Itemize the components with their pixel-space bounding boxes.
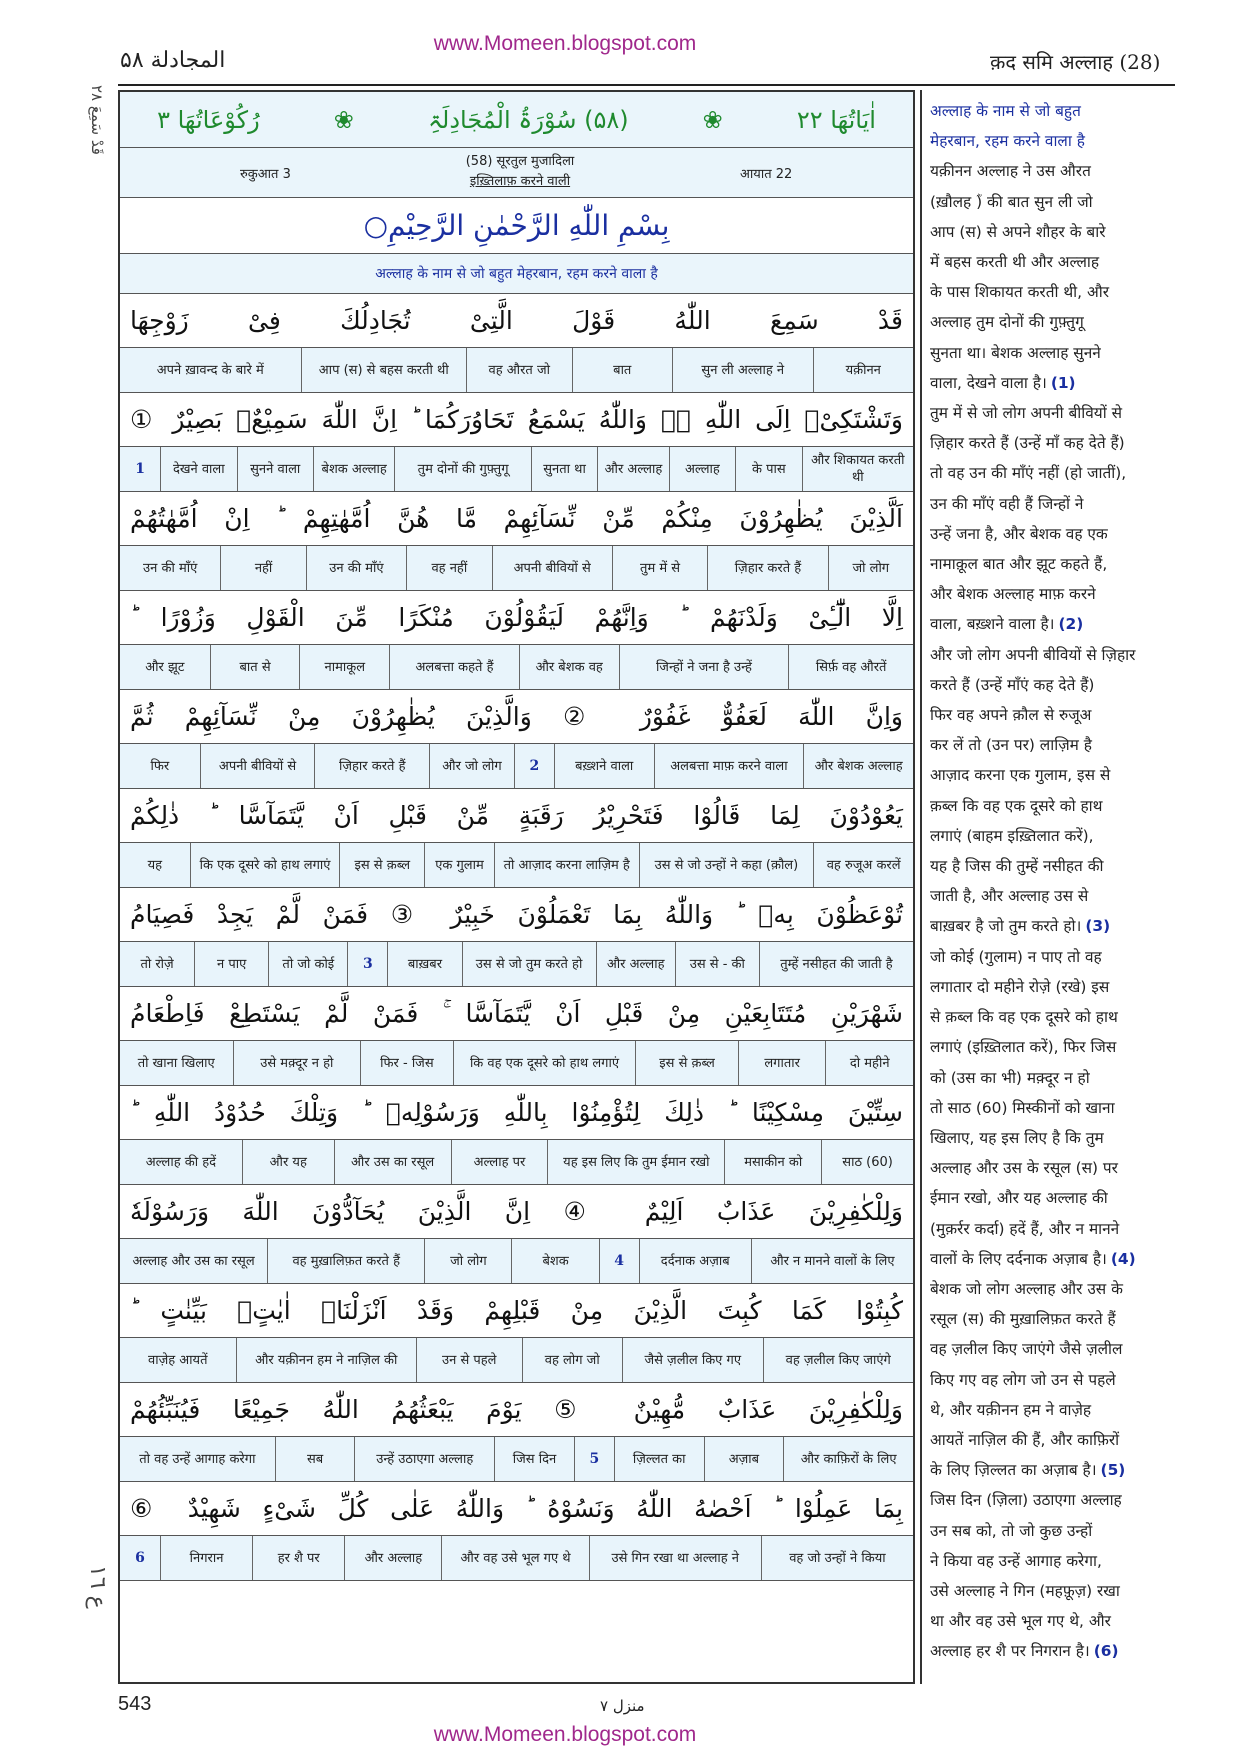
star-ornament: ❀ (702, 105, 723, 134)
arabic-verse-line: قَدْ سَمِعَ اللّٰهُ قَوْلَ الَّتِیْ تُجَادِلُكَ فِیْ زَوْجِهَا (120, 294, 913, 348)
translation-text: ज़िहार करते हैं (उन्हें माँ कह देते हैं) (930, 434, 1125, 453)
word-translation-cell: उन की माँएं (306, 546, 406, 590)
ayat-hindi: आयात 22 (740, 167, 793, 182)
translation-line (930, 1063, 1169, 1093)
translation-line (930, 579, 1169, 609)
translation-text: और जो लोग अपनी बीवियों से ज़िहार (930, 645, 1136, 664)
translation-text: कर लें तो (उन पर) लाज़िम है (930, 736, 1092, 755)
arabic-verse-line: بِمَا عَمِلُوْا ؕ اَحْصٰهُ اللّٰهُ وَنَسُوْهُ ؕ وَاللّٰهُ عَلٰى كُلِّ شَیْءٍ شَهِيْدٌ ⑥ (120, 1482, 913, 1536)
translation-text: आज़ाद करना एक गुलाम, इस से (930, 766, 1111, 785)
translation-line (930, 1395, 1169, 1425)
translation-line (930, 1123, 1169, 1153)
word-translation-cell: वह जो उन्हों ने किया (761, 1536, 913, 1580)
translation-line (930, 1455, 1169, 1485)
word-translation-cell: एक गुलाम (424, 843, 494, 887)
word-translation-cell: और शिकायत करती थी (802, 447, 913, 491)
surah-name-hindi (420, 152, 620, 192)
word-translation-cell: के पास (735, 447, 801, 491)
word-translation-cell: न पाए (194, 942, 268, 986)
star-ornament: ❀ (333, 105, 354, 134)
word-translation-cell: ज़िहार करते हैं (314, 744, 429, 788)
translation-text: रसूल (स) की मुख़ालिफ़त करते हैं (930, 1310, 1116, 1329)
translation-line (930, 1365, 1169, 1395)
translation-text: लगाएं (बाहम इख़्तिलात करें), (930, 826, 1094, 845)
word-translation-cell: तो आज़ाद करना लाज़िम है (494, 843, 639, 887)
word-translation-cell: ज़िहार करते हैं (707, 546, 827, 590)
word-translation-row (120, 1338, 913, 1383)
word-translation-cell: कि एक दूसरे को हाथ लगाएं (190, 843, 340, 887)
word-translation-cell: अल्लाह की हदें (145, 1154, 217, 1170)
surah-name-arabic: (۵۸) سُوْرَۃُ الْمُجَادِلَۃِ (427, 105, 629, 134)
word-translation-row (120, 546, 913, 591)
word-translation-cell: जो लोग (424, 1239, 511, 1283)
word-translation-cell: उस से जो उन्हों ने कहा (क़ौल) (639, 843, 814, 887)
word-translation-cell: वह ज़लील किए जाएंगे (763, 1338, 914, 1382)
margin-juz-label: قَدْ سَمِعَ ۲۸ (88, 85, 106, 155)
arabic-verse-line: وَلِلْكٰفِرِيْنَ عَذَابٌ اَلِيْمٌ ④ اِنَّ الَّذِيْنَ يُحَآدُّوْنَ اللّٰهَ وَرَسُوْلَهٗ (120, 1185, 913, 1239)
translation-line (930, 1214, 1169, 1244)
translation-text: और बेशक अल्लाह माफ़ करने (930, 585, 1096, 604)
translation-text: थे, और यक़ीनन हम ने वाज़ेह (930, 1400, 1092, 1419)
ruku-hindi: रुकुआत 3 (240, 167, 291, 182)
translation-line (930, 730, 1169, 760)
word-translation-cell: अज़ाब (704, 1437, 784, 1481)
word-translation-cell: और उस का रसूल (334, 1140, 451, 1184)
word-translation-cell: उसे मक़्दूर न हो (233, 1041, 361, 1085)
verse-number: (2) (1058, 615, 1084, 634)
translation-text: उसे अल्लाह ने गिन (महफ़ूज़) रखा (930, 1581, 1120, 1600)
translation-text: खिलाए, यह इस लिए है कि तुम (930, 1128, 1104, 1147)
word-translation-cell: अलबत्ता माफ़ करने वाला (654, 744, 804, 788)
translation-line (930, 881, 1169, 911)
translation-text: वालों के लिए दर्दनाक अज़ाब है। (930, 1249, 1107, 1268)
word-translation-row (120, 1140, 913, 1185)
word-translation-cell: लगातार (738, 1041, 826, 1085)
word-translation-row (120, 942, 913, 987)
verse-number: (5) (1100, 1461, 1126, 1480)
translation-text: वाला, बख़्शने वाला है। (930, 615, 1055, 634)
surah-name-line2: इख़्तिलाफ़ करने वाली (469, 174, 571, 189)
word-translation-row (120, 1437, 913, 1482)
translation-line (930, 217, 1169, 247)
word-translation-cell: यह (147, 857, 163, 873)
word-translation-cell: अपनी बीवियों से (200, 744, 315, 788)
word-translation-cell: और बेशक वह (519, 645, 619, 689)
translation-line (930, 519, 1169, 549)
surah-subtitle-bar (120, 148, 913, 198)
translation-text: वह ज़लील किए जाएंगे जैसे ज़लील (930, 1340, 1123, 1359)
translation-line (930, 1304, 1169, 1334)
translation-text: को (उस का भी) मक़्दूर न हो (930, 1068, 1090, 1087)
word-translation-row (120, 1239, 913, 1284)
verse-number: (6) (1093, 1642, 1119, 1661)
translation-text: अल्लाह के नाम से जो बहुत (930, 102, 1081, 120)
arabic-verse-line: وَلِلْكٰفِرِيْنَ عَذَابٌ مُّهِيْنٌ ⑤ يَوْمَ يَبْعَثُهُمُ اللّٰهُ جَمِيْعًا فَيُنَبِّئُهُمْ (120, 1383, 913, 1437)
translation-line (930, 942, 1169, 972)
translation-line (930, 368, 1169, 398)
translation-line (930, 398, 1169, 428)
translation-text: यक़ीनन अल्लाह ने उस औरत (930, 162, 1091, 181)
word-translation-cell: सिर्फ़ वह औरतें (788, 645, 913, 689)
translation-line (930, 1244, 1169, 1274)
ayat-count: اٰیَاتُھَا ۲۲ (796, 105, 876, 134)
word-translation-row (120, 447, 913, 492)
verse-number-cell: 3 (347, 942, 387, 986)
arabic-verse-line: كُبِتُوْا كَمَا كُبِتَ الَّذِيْنَ مِنْ قَبْلِهِمْ وَقَدْ اَنْزَلْنَاۤ اٰيٰتٍۭ بَيِّنٰتٍ ؕ (120, 1284, 913, 1338)
word-translation-cell: फिर (150, 758, 170, 774)
translation-text: था और वह उसे भूल गए थे, और (930, 1612, 1111, 1631)
arabic-verse-line: وَاِنَّ اللّٰهَ لَعَفُوٌّ غَفُوْرٌ ② وَالَّذِيْنَ يُظٰهِرُوْنَ مِنْ نِّسَآئِهِمْ ثُمَّ (120, 690, 913, 744)
translation-line (930, 1093, 1169, 1123)
word-translation-cell: और न मानने वालों के लिए (751, 1239, 913, 1283)
translation-line (930, 489, 1169, 519)
word-translation-cell: वह नहीं (406, 546, 491, 590)
word-translation-cell: मसाकीन को (724, 1140, 821, 1184)
word-translation-cell: उस से जो तुम करते हो (462, 942, 596, 986)
translation-line (930, 96, 1169, 126)
translation-text: करते हैं (उन्हें माँएं कह देते हैं) (930, 675, 1095, 694)
translation-text: सुनता था। बेशक अल्लाह सुनने (930, 343, 1101, 362)
word-translation-cell: अपनी बीवियों से (492, 546, 612, 590)
translation-text: ने किया वह उन्हें आगाह करेगा, (930, 1551, 1102, 1570)
word-translation-cell: सब (275, 1437, 355, 1481)
translation-line (930, 247, 1169, 277)
translation-text: तुम में से जो लोग अपनी बीवियों से (930, 404, 1122, 423)
translation-line (930, 1576, 1169, 1606)
translation-text: नामाक़ूल बात और झूट कहते हैं, (930, 555, 1108, 574)
word-translation-row (120, 348, 913, 393)
translation-line (930, 1606, 1169, 1636)
translation-line (930, 1485, 1169, 1515)
translation-line (930, 307, 1169, 337)
word-translation-cell: और यक़ीनन हम ने नाज़िल की (236, 1338, 417, 1382)
translation-line (930, 428, 1169, 458)
word-translation-cell: नामाकूल (299, 645, 389, 689)
translation-line (930, 1516, 1169, 1546)
translation-line (930, 821, 1169, 851)
page-number: 543 (118, 1693, 152, 1715)
word-translation-cell: उन से पहले (416, 1338, 522, 1382)
translation-line (930, 277, 1169, 307)
translation-text: आप (स) से अपने शौहर के बारे (930, 222, 1106, 241)
site-url-bottom[interactable]: www.Momeen.blogspot.com (433, 1723, 697, 1746)
word-translation-cell: जिस दिन (494, 1437, 574, 1481)
translation-text: मेहरबान, रहम करने वाला है (930, 132, 1085, 151)
word-translation-cell: और काफ़िरों के लिए (783, 1437, 913, 1481)
word-translation-row (120, 1536, 913, 1581)
word-translation-cell: बेशक अल्लाह (313, 447, 394, 491)
arabic-verse-line: سِتِّيْنَ مِسْكِيْنًا ؕ ذٰلِكَ لِتُؤْمِنُوْا بِاللّٰهِ وَرَسُوْلِهٖ ؕ وَتِلْكَ حُدُوْدُ اللّٰهِ ؕ (120, 1086, 913, 1140)
translation-line (930, 458, 1169, 488)
header-surah-arabic: المجادلة ۵۸ (120, 48, 226, 73)
word-translation-cell: फिर - जिस (360, 1041, 453, 1085)
word-translation-cell: और अल्लाह (596, 942, 675, 986)
verse-number-cell: 6 (135, 1549, 145, 1566)
word-translation-cell: इस से क़ब्ल (635, 1041, 738, 1085)
translation-line (930, 911, 1169, 941)
word-translation-cell: साठ (60) (821, 1140, 913, 1184)
word-translation-cell: अलबत्ता कहते हैं (389, 645, 519, 689)
translation-text: बेशक जो लोग अल्लाह और उस के (930, 1279, 1123, 1298)
translation-line (930, 609, 1169, 639)
translation-line (930, 187, 1169, 217)
translation-text: आयतें नाज़िल की हैं, और काफ़िरों (930, 1430, 1120, 1449)
word-translation-cell: यह इस लिए कि तुम ईमान रखो (547, 1140, 724, 1184)
translation-line (930, 1002, 1169, 1032)
word-translation-cell: तुम्हें नसीहत की जाती है (759, 942, 913, 986)
translation-line (930, 1153, 1169, 1183)
translation-text: (ख़ौलह ؓ) की बात सुन ली जो (930, 192, 1093, 211)
arabic-verse-line: وَتَشْتَكِیْۤ اِلَى اللّٰهِ ۖۗ وَاللّٰهُ يَسْمَعُ تَحَاوُرَكُمَا ؕ اِنَّ اللّٰهَ سَمِيْعٌۢ بَصِيْرٌ ① (120, 393, 913, 447)
word-translation-cell: तो रोज़े (140, 956, 174, 972)
translation-text: उन सब को, तो जो कुछ उन्हों (930, 1521, 1093, 1540)
translation-line (930, 156, 1169, 186)
verse-number-cell: 1 (135, 460, 145, 477)
translation-line (930, 851, 1169, 881)
translation-text: ईमान रखो, और यह अल्लाह की (930, 1189, 1108, 1208)
site-url-top[interactable]: www.Momeen.blogspot.com (433, 32, 697, 55)
surah-name-line1: (58) सूरतुल मुजादिला (465, 154, 575, 169)
word-translation-cell: तुम में से (612, 546, 707, 590)
translation-text: लगातार दो महीने रोज़े (रखे) इस (930, 977, 1110, 996)
translation-text: क़ब्ल कि वह एक दूसरे को हाथ (930, 796, 1103, 815)
word-translation-cell: और यह (242, 1140, 334, 1184)
translation-line (930, 1032, 1169, 1062)
word-translation-cell: दो महीने (825, 1041, 913, 1085)
word-translation-cell: और जो लोग (429, 744, 514, 788)
translation-line (930, 640, 1169, 670)
quran-main-panel (118, 90, 915, 1684)
word-translation-cell: बाख़बर (387, 942, 461, 986)
word-translation-cell: नहीं (220, 546, 305, 590)
word-translation-cell: बात (572, 348, 673, 392)
translation-text: जो कोई (गुलाम) न पाए तो वह (930, 947, 1102, 966)
header-rule (118, 84, 1175, 86)
arabic-verse-line: يَعُوْدُوْنَ لِمَا قَالُوْا فَتَحْرِيْرُ رَقَبَةٍ مِّنْ قَبْلِ اَنْ يَّتَمَآسَّا ؕ ذٰلِكُمْ (120, 789, 913, 843)
translation-line (930, 670, 1169, 700)
translation-text: के पास शिकायत करती थी, और (930, 283, 1109, 302)
word-translation-cell: कि वह एक दूसरे को हाथ लगाएं (453, 1041, 636, 1085)
translation-text: तो साठ (60) मिस्कीनों को खाना (930, 1098, 1115, 1117)
ruku-count: رُکُوْعَاتُھَا ۳ (157, 105, 260, 134)
translation-line (930, 126, 1169, 156)
word-translation-cell: तो खाना खिलाए (137, 1055, 215, 1071)
translation-text: यह है जिस की तुम्हें नसीहत की (930, 857, 1104, 876)
word-translation-cell: यक़ीनन (813, 348, 914, 392)
word-translation-row (120, 645, 913, 690)
translation-text: से क़ब्ल कि वह एक दूसरे को हाथ (930, 1008, 1118, 1027)
word-translation-cell: वह औरत जो (466, 348, 572, 392)
translation-text: लगाएं (इख़्तिलात करें), फिर जिस (930, 1038, 1117, 1057)
word-translation-cell: वह लोग जो (522, 1338, 623, 1382)
word-translation-cell: वाज़ेह आयतें (147, 1352, 208, 1368)
word-translation-cell: तुम दोनों की गुफ़्तुगू (394, 447, 530, 491)
word-translation-cell: और झूट (145, 659, 185, 675)
translation-text: अल्लाह और उस के रसूल (स) पर (930, 1159, 1118, 1178)
word-translation-cell: वह रुजूअ करलें (813, 843, 913, 887)
word-translation-row (120, 843, 913, 888)
word-translation-cell: सुन ली अल्लाह ने (672, 348, 813, 392)
translation-text: (मुक़र्रर कर्दा) हदें हैं, और न मानने (930, 1219, 1120, 1238)
translation-text: में बहस करती थी और अल्लाह (930, 253, 1100, 272)
translation-line (930, 760, 1169, 790)
translation-line (930, 1274, 1169, 1304)
translation-line (930, 972, 1169, 1002)
word-translation-cell: और वह उसे भूल गए थे (441, 1536, 588, 1580)
translation-text: किए गए वह लोग जो उन से पहले (930, 1370, 1116, 1389)
word-translation-cell: ज़िल्लत का (614, 1437, 704, 1481)
word-translation-row (120, 1041, 913, 1086)
word-translation-cell: तो जो कोई (268, 942, 347, 986)
bismillah-translation: अल्लाह के नाम से जो बहुत मेहरबान, रहम करने वाला है (120, 254, 913, 294)
translation-text: अल्लाह हर शै पर निगरान है। (930, 1642, 1090, 1661)
bismillah-arabic: بِسْمِ اللّٰهِ الرَّحْمٰنِ الرَّحِیْمِ○ (120, 198, 913, 254)
translation-text: बाख़बर है जो तुम करते हो। (930, 917, 1082, 936)
translation-line (930, 1425, 1169, 1455)
verse-number-cell: 2 (514, 744, 554, 788)
word-translation-cell: उन्हें उठाएगा अल्लाह (354, 1437, 494, 1481)
word-translation-cell: हर शै पर (252, 1536, 344, 1580)
translation-sidebar (920, 90, 1175, 1684)
header-para-title: क़द समि अल्लाह (28) (990, 50, 1161, 74)
word-translation-cell: जो लोग (828, 546, 913, 590)
word-translation-cell: उन की माँएं (143, 560, 198, 576)
word-translation-cell: देखने वाला (160, 447, 236, 491)
translation-line (930, 1183, 1169, 1213)
word-translation-cell: तो वह उन्हें आगाह करेगा (139, 1451, 256, 1467)
translation-line (930, 1334, 1169, 1364)
word-translation-cell: उसे गिन रखा था अल्लाह ने (589, 1536, 761, 1580)
word-translation-cell: सुनता था (531, 447, 597, 491)
margin-ruku-mark: ع ١٦ (85, 1565, 110, 1609)
verse-number: (1) (1050, 373, 1076, 392)
arabic-verse-line: شَهْرَيْنِ مُتَتَابِعَيْنِ مِنْ قَبْلِ اَنْ يَّتَمَآسَّا ۚ فَمَنْ لَّمْ يَسْتَطِعْ فَاِطْعَامُ (120, 987, 913, 1041)
word-translation-cell: और बेशक अल्लाह (803, 744, 913, 788)
word-translation-cell: आप (स) से बहस करती थी (301, 348, 467, 392)
word-translation-cell: जिन्हों ने जना है उन्हें (619, 645, 789, 689)
translation-line (930, 1546, 1169, 1576)
verse-number: (4) (1110, 1249, 1136, 1268)
manzil-label: منزل ۷ (600, 1697, 645, 1715)
translation-text: फिर वह अपने क़ौल से रुजूअ (930, 706, 1092, 725)
word-translation-cell: बात से (210, 645, 300, 689)
word-translation-cell: दर्दनाक अज़ाब (639, 1239, 751, 1283)
verse-number-cell: 4 (599, 1239, 639, 1283)
word-translation-cell: और अल्लाह (597, 447, 668, 491)
translation-line (930, 791, 1169, 821)
word-translation-cell: वह मुख़ालिफ़त करते हैं (267, 1239, 424, 1283)
translation-line (930, 338, 1169, 368)
word-translation-cell: अपने ख़ावन्द के बारे में (156, 362, 264, 378)
surah-title-bar (120, 92, 913, 148)
arabic-verse-line: اِلَّا الّٰٓـِٔیْ وَلَدْنَهُمْ ؕ وَاِنَّهُمْ لَيَقُوْلُوْنَ مُنْكَرًا مِّنَ الْقَوْلِ وَزُوْرًا ؕ (120, 591, 913, 645)
word-translation-cell: अल्लाह पर (451, 1140, 548, 1184)
word-translation-cell: सुनने वाला (237, 447, 313, 491)
word-translation-cell: अल्लाह (669, 447, 735, 491)
word-translation-cell: अल्लाह और उस का रसूल (132, 1253, 255, 1269)
verse-number: (3) (1085, 917, 1111, 936)
verse-number-cell: 5 (574, 1437, 614, 1481)
arabic-verse-line: اَلَّذِيْنَ يُظٰهِرُوْنَ مِنْكُمْ مِّنْ نِّسَآئِهِمْ مَّا هُنَّ اُمَّهٰتِهِمْ ؕ اِنْ اُمَّهٰتُهُمْ (120, 492, 913, 546)
translation-line (930, 1636, 1169, 1666)
word-translation-cell: इस से क़ब्ल (339, 843, 424, 887)
word-translation-cell: जैसे ज़लील किए गए (622, 1338, 763, 1382)
word-translation-cell: बख़्शने वाला (554, 744, 654, 788)
translation-text: वाला, देखने वाला है। (930, 373, 1047, 392)
translation-text: उन की माँएं वही हैं जिन्हों ने (930, 494, 1084, 513)
word-translation-cell: निगरान (160, 1536, 252, 1580)
word-translation-cell: उस से - की (675, 942, 759, 986)
translation-text: अल्लाह तुम दोनों की गुफ़्तुगू (930, 313, 1084, 332)
translation-text: के लिए ज़िल्लत का अज़ाब है। (930, 1461, 1097, 1480)
word-translation-cell: और अल्लाह (344, 1536, 441, 1580)
word-translation-cell: बेशक (511, 1239, 598, 1283)
arabic-verse-line: تُوْعَظُوْنَ بِهٖ ؕ وَاللّٰهُ بِمَا تَعْمَلُوْنَ خَبِيْرٌ ③ فَمَنْ لَّمْ يَجِدْ فَصِيَامُ (120, 888, 913, 942)
word-translation-row (120, 744, 913, 789)
translation-text: तो वह उन की माँएं नहीं (हो जातीं), (930, 464, 1127, 483)
translation-text: उन्हें जना है, और बेशक वह एक (930, 524, 1108, 543)
translation-line (930, 549, 1169, 579)
translation-line (930, 700, 1169, 730)
translation-text: जाती है, और अल्लाह उस से (930, 887, 1089, 906)
translation-text: जिस दिन (ज़िला) उठाएगा अल्लाह (930, 1491, 1122, 1510)
